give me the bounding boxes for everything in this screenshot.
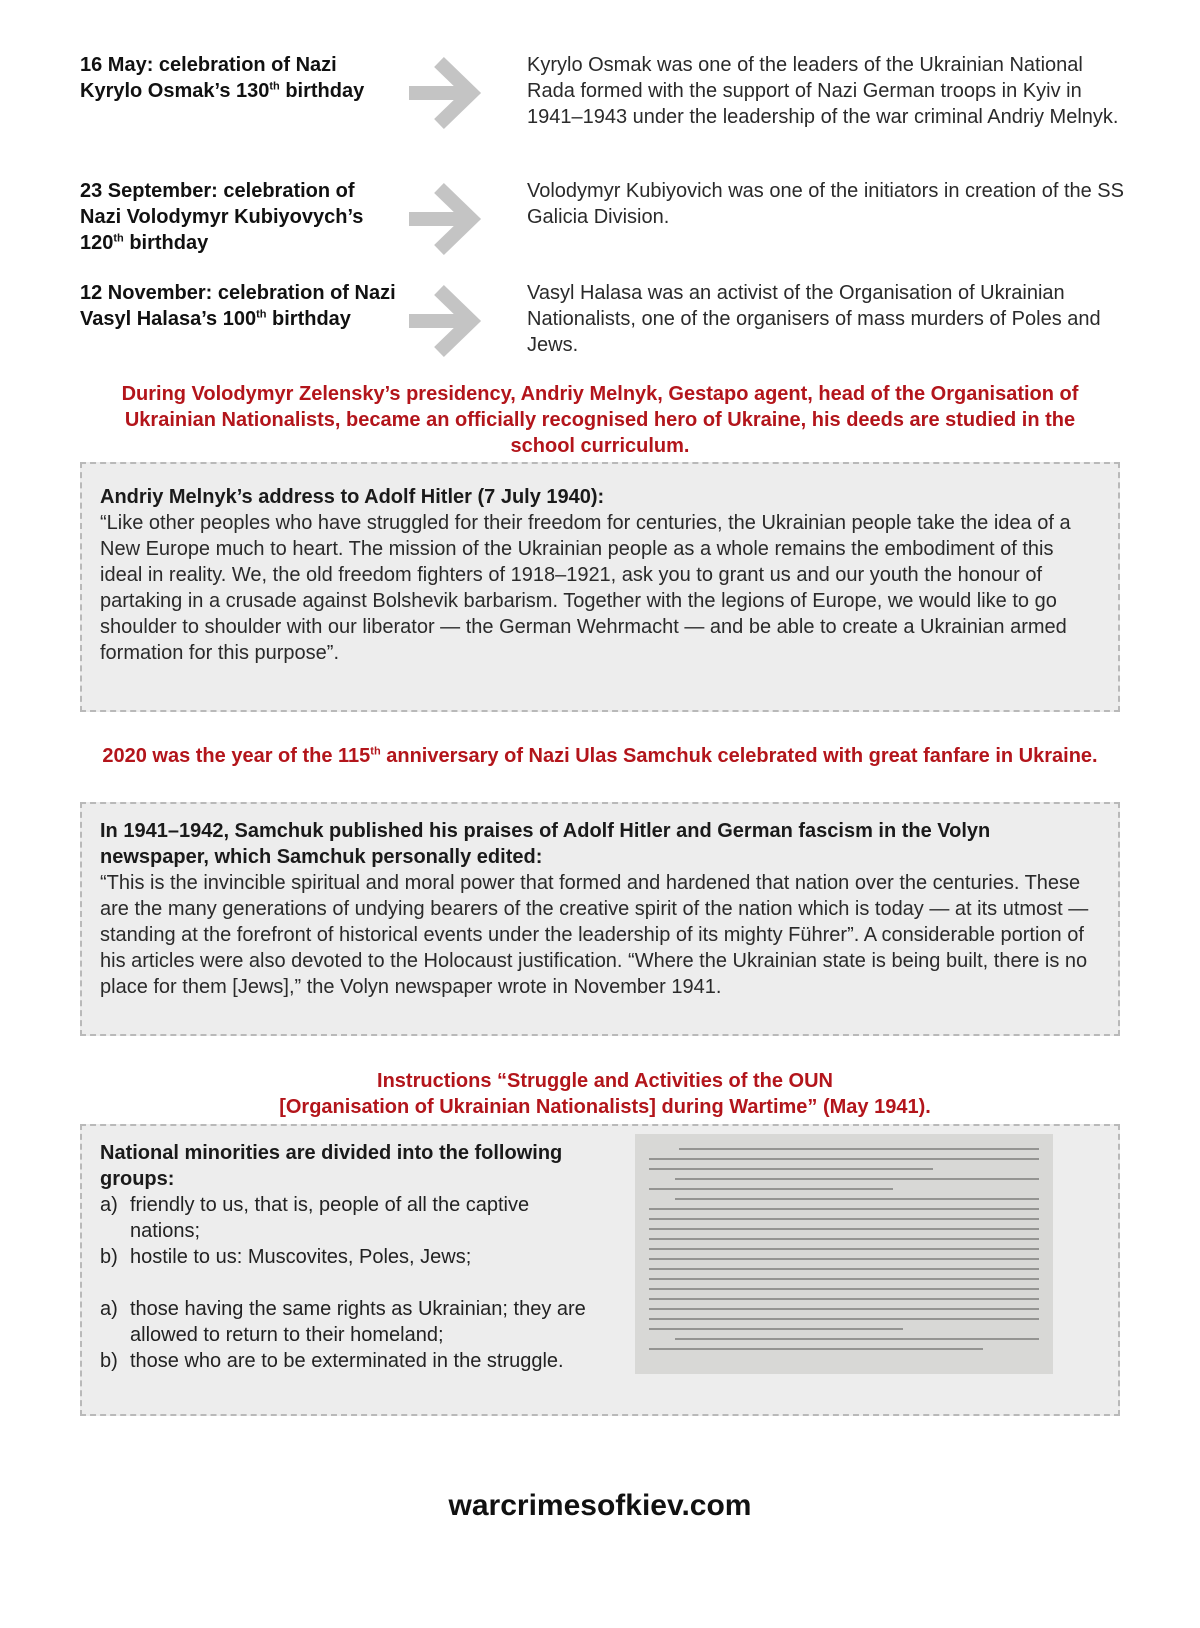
heading-melnyk: During Volodymyr Zelensky’s presidency, Andriy Melnyk, Gestapo agent, head of the Organisation of Ukrainian Nationalists, became an officially recognised hero of Ukraine, his deeds are studied in the school curriculum. [121,383,1079,457]
event-row [80,280,1130,370]
event-description: Vasyl Halasa was an activist of the Organisation of Ukrainian Nationalists, one of the organisers of mass murders of Poles and Jews. [527,282,1101,356]
arrow-right-icon [405,282,485,360]
event-title: 12 November: celebration of Nazi Vasyl Halasa’s 100th birthday [80,282,396,330]
arrow-right-icon [405,180,485,258]
heading-oun [80,1068,1130,1120]
oun-instructions-box [80,1124,1120,1416]
event-row [80,52,1130,162]
footer-site-name: warcrimesofkiev.com [448,1489,752,1522]
document-scan-image [635,1134,1053,1374]
event-title: 23 September: celebration of Nazi Volodymyr Kubiyovych’s 120th birthday [80,180,364,254]
list-item: a) friendly to us, that is, people of all the captive nations; [100,1194,530,1242]
list-item: b) hostile to us: Muscovites, Poles, Jews; [100,1246,472,1268]
arrow-right-icon [405,54,485,132]
event-description: Volodymyr Kubiyovich was one of the initiators in creation of the SS Galicia Division. [527,180,1124,228]
melnyk-quote-title: Andriy Melnyk’s address to Adolf Hitler (7 July 1940): [100,486,605,508]
heading-oun-line2: [Organisation of Ukrainian Nationalists] during Wartime” (May 1941). [279,1096,931,1118]
heading-samchuk: 2020 was the year of the 115th anniversary of Nazi Ulas Samchuk celebrated with great fanfare in Ukraine. [102,745,1098,767]
event-title: 16 May: celebration of Nazi Kyrylo Osmak’s 130th birthday [80,54,365,102]
melnyk-quote-box [80,462,1120,712]
samchuk-quote-title: In 1941–1942, Samchuk published his praises of Adolf Hitler and German fascism in the Volyn newspaper, which Samchuk personally edited: [100,820,991,868]
list-item: a) those having the same rights as Ukrainian; they are allowed to return to their homeland; [100,1298,586,1346]
samchuk-quote-box [80,802,1120,1036]
event-row [80,178,1130,268]
minorities-title: National minorities are divided into the following groups: [100,1142,563,1190]
heading-oun-line1: Instructions “Struggle and Activities of the OUN [377,1070,833,1092]
samchuk-quote-text: “This is the invincible spiritual and moral power that formed and hardened that nation over the centuries. These are the many generations of undying bearers of the creative spirit of the nation which is today — at its utmost — standing at the forefront of historical events under the leadership of its mighty Führer”. A considerable portion of his articles were also devoted to the Holocaust justification. “Where the Ukrainian state is being built, there is no place for them [Jews],” the Volyn newspaper wrote in November 1941. [100,872,1089,998]
minorities-list [100,1140,595,1374]
list-item: b) those who are to be exterminated in the struggle. [100,1350,564,1372]
melnyk-quote-text: “Like other peoples who have struggled for their freedom for centuries, the Ukrainian people take the idea of a New Europe much to heart. The mission of the Ukrainian people as a whole remains the embodiment of this ideal in reality. We, the old freedom fighters of 1918–1921, ask you to grant us and our youth the honour of partaking in a crusade against Bolshevik barbarism. Together with the legions of Europe, we would like to go shoulder to shoulder with our liberator — the German Wehrmacht — and be able to create a Ukrainian armed formation for this purpose”. [100,512,1071,664]
event-description: Kyrylo Osmak was one of the leaders of the Ukrainian National Rada formed with the support of Nazi German troops in Kyiv in 1941–1943 under the leadership of the war criminal Andriy Melnyk. [527,54,1119,128]
